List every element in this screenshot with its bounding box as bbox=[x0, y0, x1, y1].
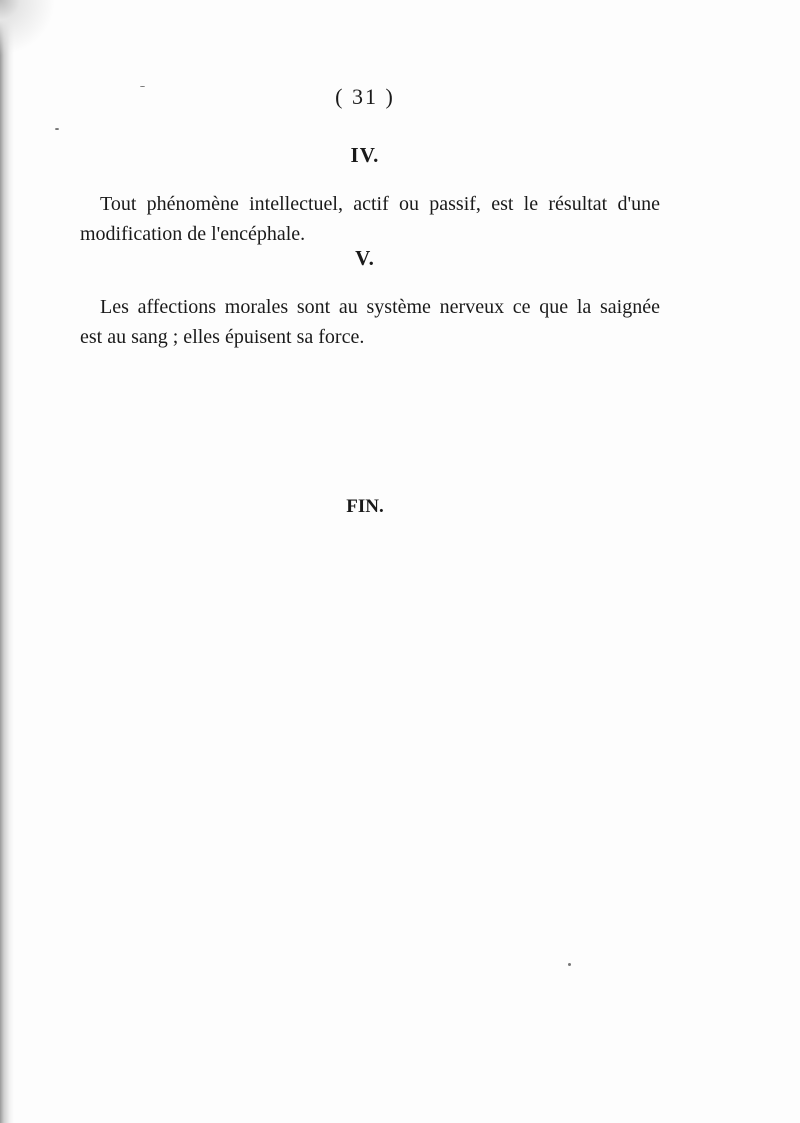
section-heading-v: V. bbox=[355, 246, 375, 270]
binding-shadow bbox=[0, 0, 14, 1123]
section-heading-iv: IV. bbox=[350, 143, 380, 167]
paragraph-iv-line-2: modification de l'encéphale. bbox=[80, 223, 306, 245]
page-number: ( 31 ) bbox=[335, 84, 395, 109]
paragraph-iv bbox=[80, 189, 660, 249]
paragraph-v-line-2: est au sang ; elles épuisent sa force. bbox=[80, 326, 365, 348]
scan-speck bbox=[55, 128, 59, 130]
paragraph-iv-line-1: Tout phénomène intellectuel, actif ou passif, est le résultat d'une bbox=[100, 193, 660, 215]
paragraph-v-line-1: Les affections morales sont au système nerveux ce que la saignée bbox=[100, 296, 660, 318]
scan-speck bbox=[568, 963, 571, 966]
scan-speck bbox=[140, 86, 145, 87]
end-mark: FIN. bbox=[346, 496, 384, 517]
paragraph-v bbox=[80, 292, 660, 352]
page-corner-shadow bbox=[0, 0, 60, 60]
